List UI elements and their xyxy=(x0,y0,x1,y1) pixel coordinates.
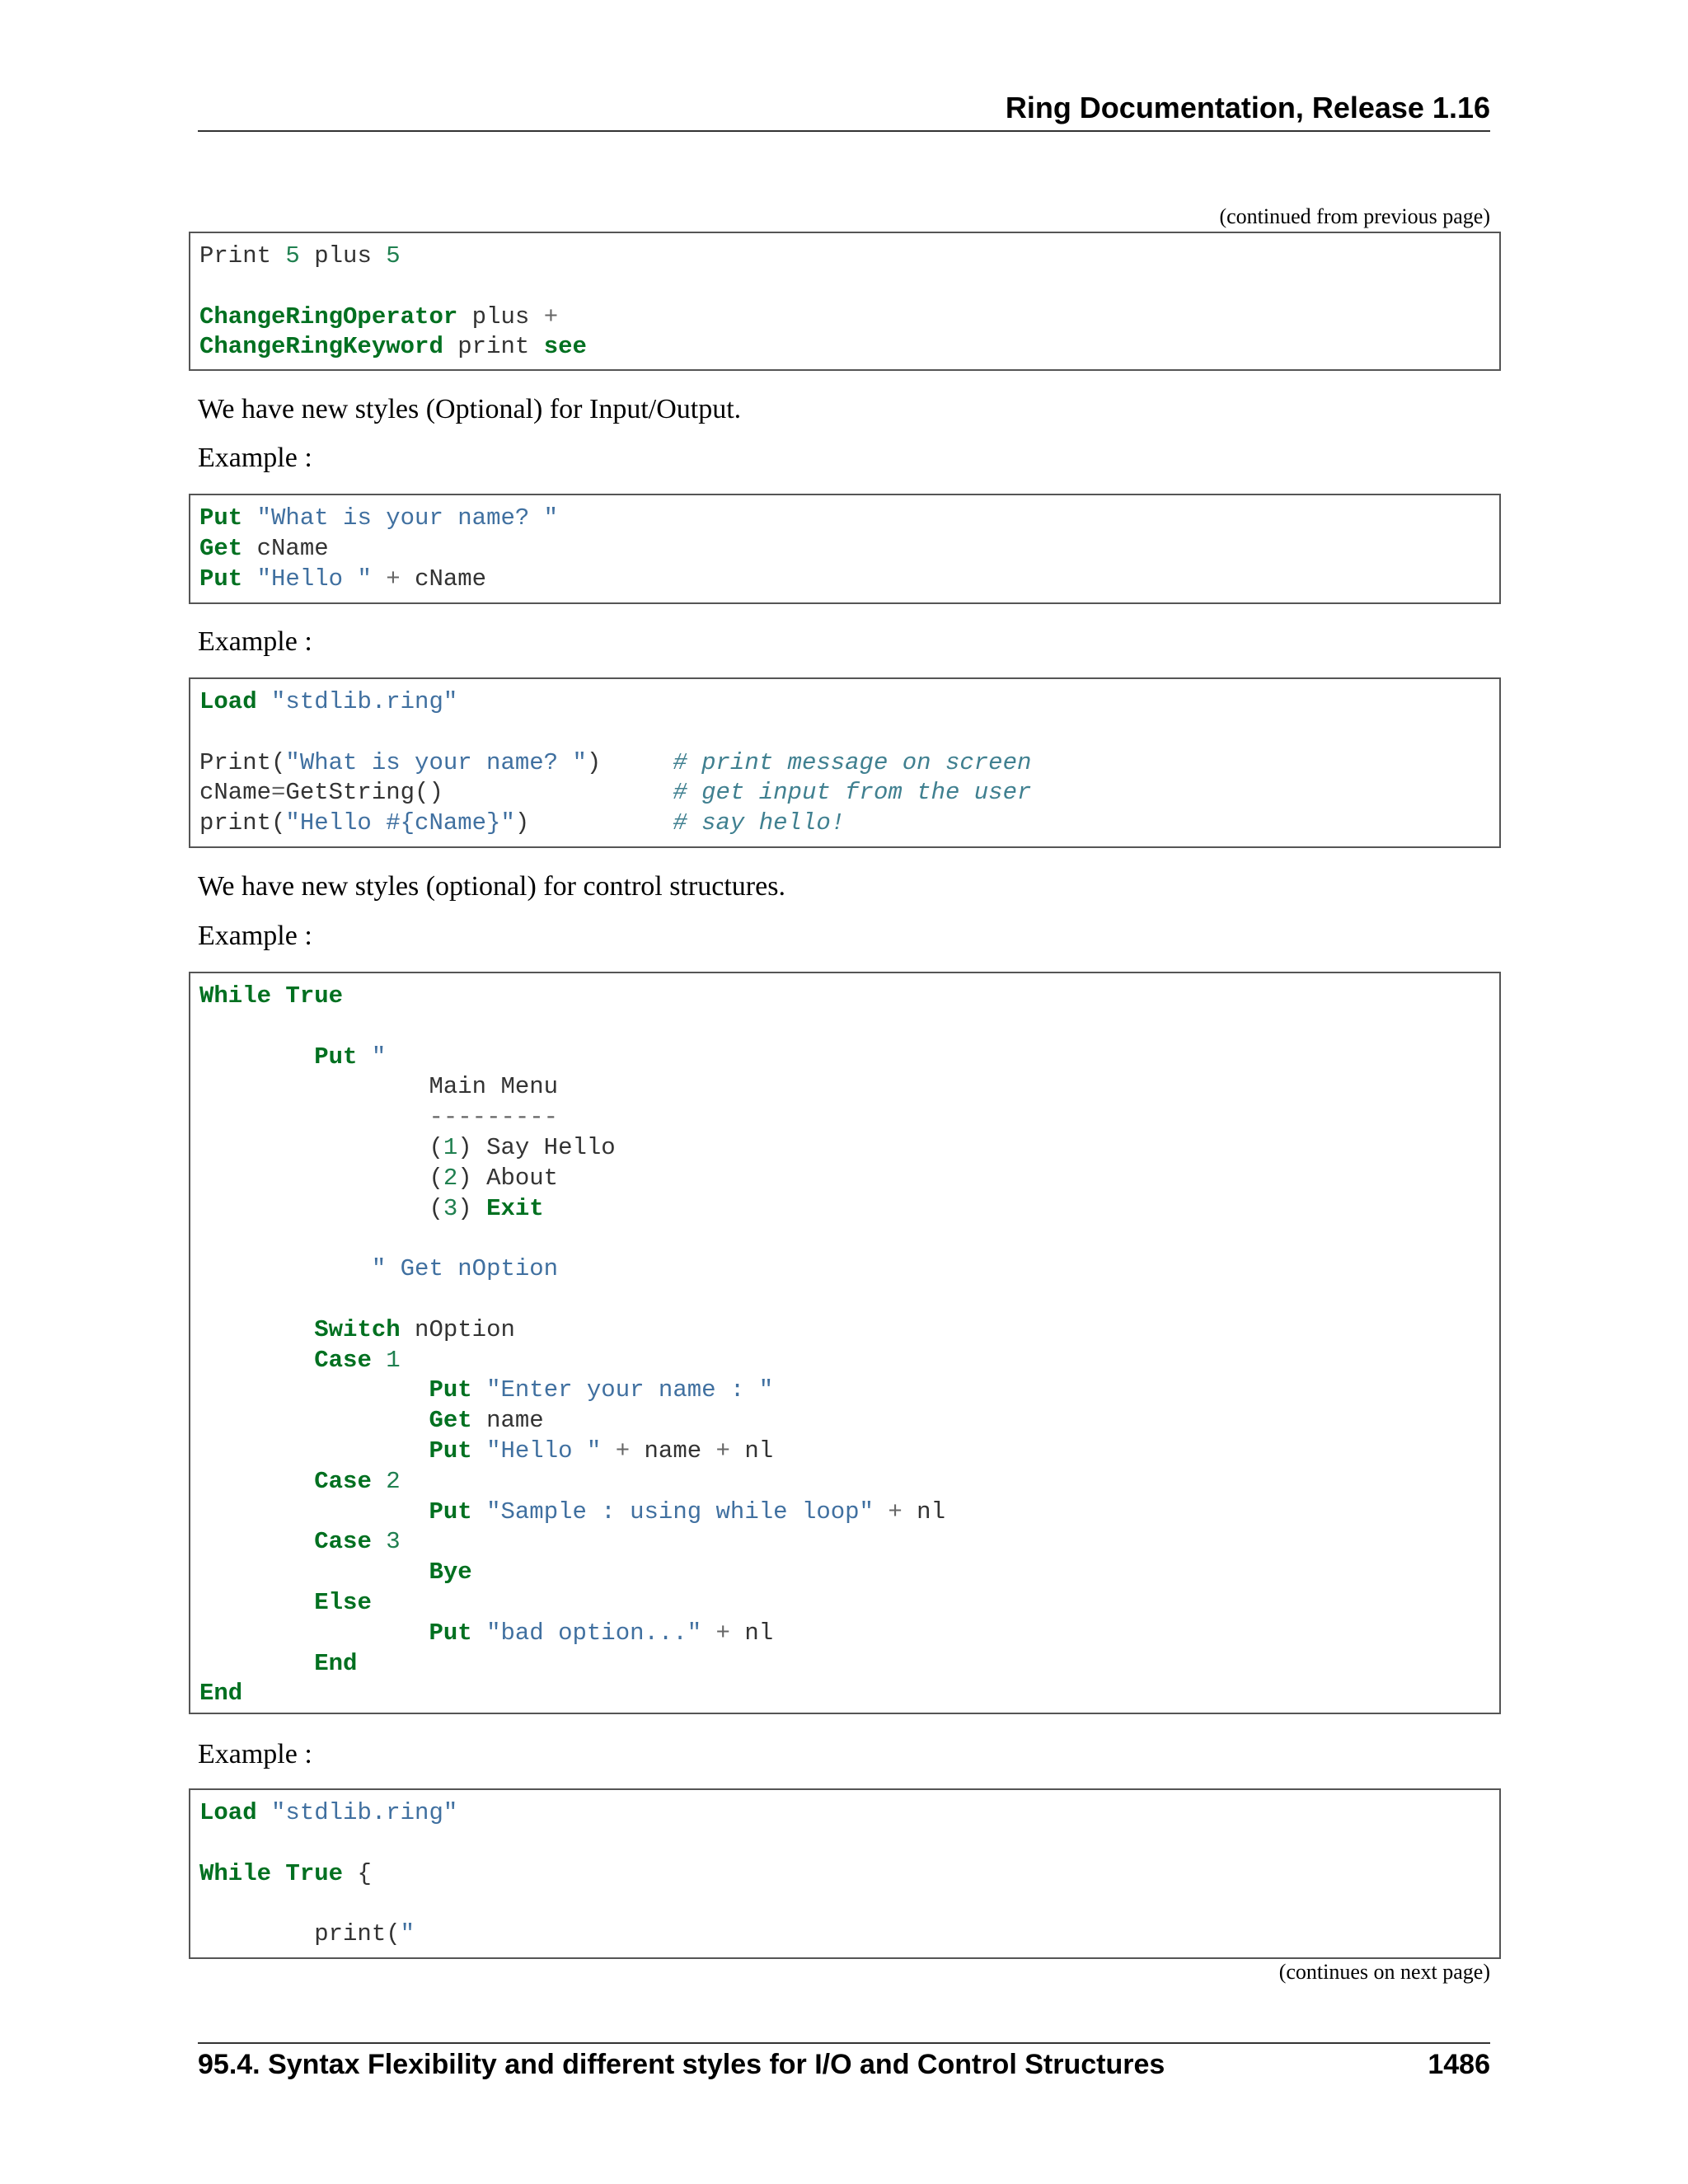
example-label: Example : xyxy=(198,1739,312,1769)
example-label: Example : xyxy=(198,443,312,473)
header-divider xyxy=(198,130,1490,132)
example-label: Example : xyxy=(198,921,312,951)
continued-from-caption: (continued from previous page) xyxy=(1219,204,1490,228)
code-content: Load "stdlib.ring" While True { print(" xyxy=(199,1799,458,1948)
paragraph: We have new styles (optional) for control structures. xyxy=(198,871,785,902)
code-block xyxy=(189,972,1501,1714)
code-block xyxy=(189,232,1501,371)
footer-section-title: 95.4. Syntax Flexibility and different styles for I/O and Control Structures xyxy=(198,2049,1165,2080)
code-block xyxy=(189,677,1501,848)
footer-divider xyxy=(198,2042,1490,2044)
page-header-title: Ring Documentation, Release 1.16 xyxy=(1005,91,1490,124)
code-content: Load "stdlib.ring" Print("What is your name? ") # print message on screen cName=GetString() # get input from the user print("Hello #{cName}") # say hello! xyxy=(199,688,1032,837)
page-number: 1486 xyxy=(1428,2049,1490,2080)
code-content: While True Put " Main Menu --------- (1) Say Hello (2) About (3) Exit " Get nOption Switch nOption Case 1 Put "Enter your name : " Get name Put "Hello " + name + nl Case 2 Put "Sample : using while loop" + nl Case 3 Bye Else Put "bad option..." + nl End End xyxy=(199,982,945,1708)
code-content: Put "What is your name? " Get cName Put "Hello " + cName xyxy=(199,504,559,593)
continues-on-caption: (continues on next page) xyxy=(1278,1960,1490,1984)
example-label: Example : xyxy=(198,626,312,657)
code-block xyxy=(189,1788,1501,1959)
code-content: Print 5 plus 5 ChangeRingOperator plus + ChangeRingKeyword print see xyxy=(199,242,587,361)
paragraph: We have new styles (Optional) for Input/Output. xyxy=(198,394,742,424)
code-block xyxy=(189,494,1501,604)
